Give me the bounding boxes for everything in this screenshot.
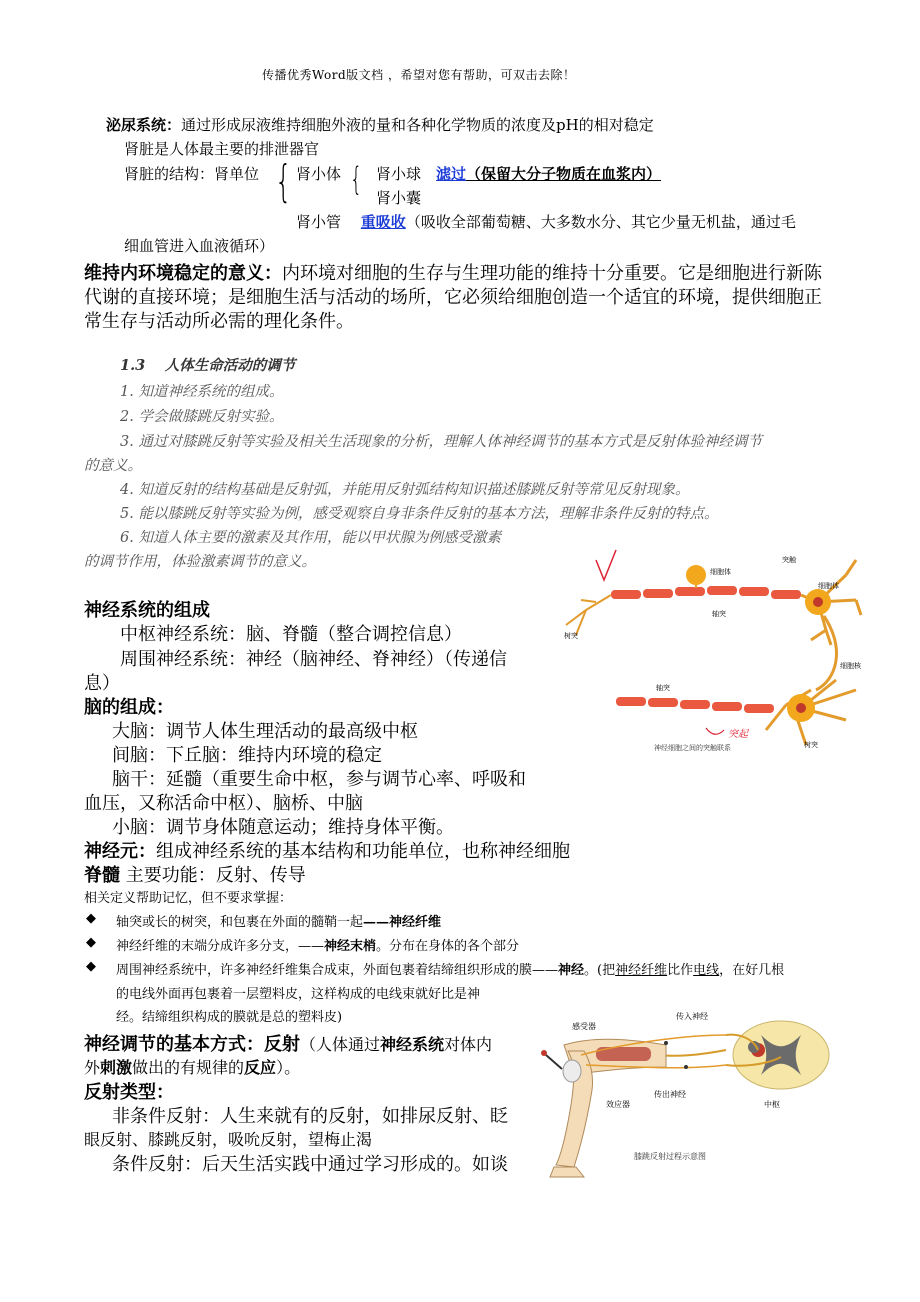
- urinary-title: 泌尿系统：: [106, 116, 182, 134]
- urinary-line: [106, 114, 654, 135]
- section-13-title: 1.3 人体生命活动的调节: [120, 357, 296, 374]
- page-header: 传播优秀Word版文档 ，希望对您有帮助，可双击去除！: [262, 68, 576, 82]
- label-cell-body: 细胞体: [818, 582, 839, 590]
- brace-large: {: [275, 156, 292, 207]
- brain-title: 脑的组成：: [84, 697, 174, 718]
- peripheral-nervous-cont: 息）: [84, 673, 120, 694]
- def-nerve-cont-1: 的电线外面再包裹着一层塑料皮，这样构成的电线束就好比是神: [116, 987, 481, 1002]
- objective-3: 3. 通过对膝跳反射等实验及相关生活现象的分析，理解人体神经调节的基本方式是反射体验神经调节: [120, 434, 762, 450]
- objective-4: 4. 知道反射的结构基础是反射弧，并能用反射弧结构知识描述膝跳反射等常见反射现象。: [120, 482, 690, 498]
- label-dendrite: 树突: [564, 632, 578, 640]
- urinary-desc: 通过形成尿液维持细胞外液的量和各种化学物质的浓度及pH的相对稳定: [181, 116, 654, 134]
- objective-6: 6. 知道人体主要的激素及其作用，能以甲状腺为例感受激素: [120, 530, 501, 546]
- label-center: 中枢: [764, 1100, 780, 1109]
- bullet-3: ◆: [86, 959, 96, 974]
- regulation-line-1: 神经调节的基本方式：反射（人体通过神经系统对体内: [84, 1034, 493, 1055]
- tubule-line: [296, 211, 796, 232]
- glomerulus: 肾小球: [376, 165, 422, 183]
- defs-intro: 相关定义帮助记忆，但不要求掌握：: [84, 891, 293, 906]
- significance-title: 维持内环境稳定的意义：: [84, 263, 282, 284]
- brain-brainstem-cont: 血压，又称活命中枢）、脑桥、中脑: [84, 793, 363, 814]
- filtration-note: （保留大分子物质在血浆内）: [466, 165, 662, 183]
- label-synapse: 突触: [782, 556, 796, 564]
- regulation-line-2: 外刺激做出的有规律的反应）。: [84, 1058, 301, 1077]
- glomerulus-line: [376, 163, 661, 184]
- label-cell-body-top: 细胞体: [710, 568, 731, 576]
- def-nerve: 周围神经系统中，许多神经纤维集合成束，外面包裹着结缔组织形成的膜——神经。(把神经纤维比作电线，在好几根: [116, 963, 785, 978]
- reabsorption-note-2: 细血管进入血液循环）: [124, 237, 275, 255]
- renal-tubule: 肾小管: [296, 213, 342, 231]
- label-receptor: 感受器: [572, 1022, 596, 1031]
- label-effector: 效应器: [606, 1100, 630, 1109]
- conditioned-reflex: 条件反射：后天生活实践中通过学习形成的。如谈: [112, 1154, 508, 1175]
- brain-cerebrum: 大脑：调节人体生理活动的最高级中枢: [112, 721, 418, 742]
- bullet-1: ◆: [86, 911, 96, 926]
- label-dendrite-2: 树突: [804, 741, 818, 749]
- figure2-caption: 膝跳反射过程示意图: [634, 1152, 706, 1161]
- regulation-title: 神经调节的基本方式：: [84, 1034, 264, 1055]
- significance-line-3: 常生存与活动所必需的理化条件。: [84, 311, 354, 332]
- brain-cerebellum: 小脑：调节身体随意运动；维持身体平衡。: [112, 817, 454, 838]
- kidney-main: 肾脏是人体最主要的排泄器官: [124, 140, 320, 158]
- reabsorption-link[interactable]: 重吸收: [360, 213, 406, 231]
- neuron-synapse-figure: [556, 540, 866, 765]
- handwritten-note: 突起: [728, 729, 748, 740]
- def-nerve-ending: 神经纤维的末端分成许多分支，——神经末梢。分布在身体的各个部分: [116, 939, 520, 954]
- unconditioned-reflex-cont: 眼反射、膝跳反射，吸吮反射，望梅止渴: [84, 1130, 373, 1149]
- bullet-2: ◆: [86, 935, 96, 950]
- brain-brainstem: 脑干：延髓（重要生命中枢，参与调节心率、呼吸和: [112, 769, 526, 790]
- filtration-link[interactable]: 滤过: [436, 165, 467, 183]
- objective-2: 2. 学会做膝跳反射实验。: [120, 409, 284, 425]
- significance-line-1: 维持内环境稳定的意义：内环境对细胞的生存与生理功能的维持十分重要。它是细胞进行新陈: [84, 263, 822, 284]
- unconditioned-reflex: 非条件反射：人生来就有的反射，如排尿反射、眨: [112, 1106, 508, 1127]
- significance-line-2: 代谢的直接环境；是细胞生活与活动的场所，它必须给细胞创造一个适宜的环境，提供细胞正: [84, 287, 822, 308]
- reabsorption-note: （吸收全部葡萄糖、大多数水分、其它少量无机盐，通过毛: [405, 213, 796, 231]
- renal-corpuscle: 肾小体: [296, 165, 342, 183]
- knee-reflex-figure: [526, 995, 866, 1185]
- label-axon-top: 轴突: [712, 610, 726, 618]
- brace-small: {: [350, 160, 363, 198]
- label-nucleus: 细胞核: [840, 662, 861, 670]
- brain-diencephalon: 间脑：下丘脑：维持内环境的稳定: [112, 745, 382, 766]
- objective-5: 5. 能以膝跳反射等实验为例，感受观察自身非条件反射的基本方法，理解非条件反射的特点。: [120, 506, 719, 522]
- figure1-caption: 神经细胞之间的突触联系: [654, 744, 731, 752]
- spinal-line: 脊髓 主要功能：反射、传导: [84, 865, 306, 886]
- upper-cell-body: [686, 565, 706, 585]
- reflex-types-title: 反射类型：: [84, 1082, 174, 1103]
- kidney-structure-label: 肾脏的结构：肾单位: [124, 165, 260, 183]
- neuron-title: 神经元：: [84, 841, 156, 862]
- nervous-title: 神经系统的组成: [84, 600, 210, 621]
- objective-6-cont: 的调节作用，体验激素调节的意义。: [84, 554, 316, 570]
- objective-1: 1. 知道神经系统的组成。: [120, 384, 284, 400]
- neuron-line: 神经元：组成神经系统的基本结构和功能单位，也称神经细胞: [84, 841, 570, 862]
- central-nervous: 中枢神经系统：脑、脊髓（整合调控信息）: [120, 624, 462, 645]
- def-nerve-fiber: 轴突或长的树突，和包裹在外面的髓鞘一起——神经纤维: [116, 915, 442, 930]
- peripheral-nervous: 周围神经系统：神经（脑神经、脊神经）（传递信: [120, 649, 507, 670]
- label-afferent: 传入神经: [676, 1012, 708, 1021]
- label-efferent: 传出神经: [654, 1090, 686, 1099]
- spinal-title: 脊髓: [84, 865, 120, 886]
- def-nerve-cont-2: 经。结缔组织构成的膜就是总的塑料皮): [116, 1010, 343, 1025]
- objective-3-cont: 的意义。: [84, 458, 142, 474]
- label-axon: 轴突: [656, 684, 670, 692]
- renal-capsule: 肾小囊: [376, 189, 422, 207]
